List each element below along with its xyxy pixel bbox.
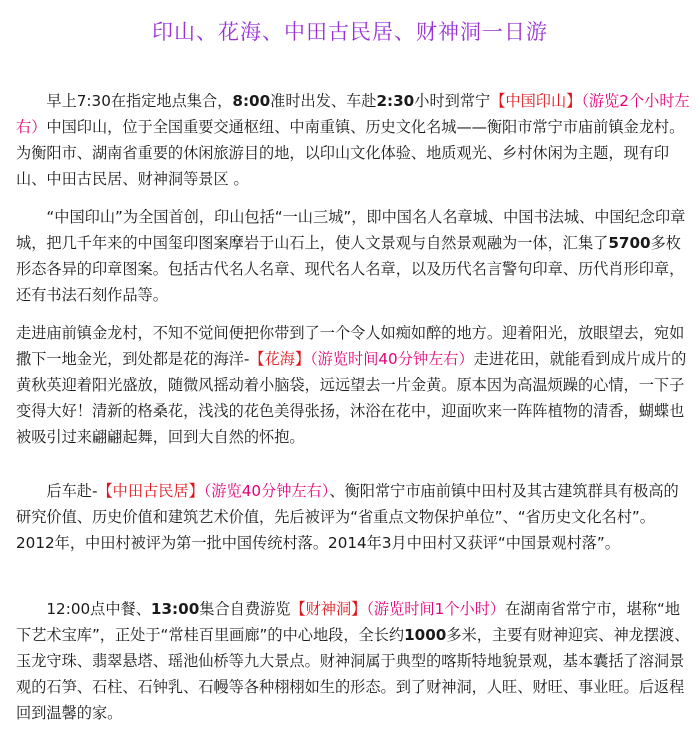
text: 中国印山，位于全国重要交通枢纽、中南重镇、历史文化名城——衡阳市常宁市庙前镇金龙村。为衡阳市、湖南省重要的休闲旅游目的地，以印山文化体验、地质观光、乡村休闲为主题，现有印山、中田古民居、财神洞等景区 。: [16, 118, 685, 188]
text: 小时到常宁: [414, 92, 491, 110]
page-title: 印山、花海、中田古民居、财神洞一日游: [152, 20, 548, 44]
text: 、衡阳常宁市庙前镇中田村及其古建筑群具有极高的研究价值、历史价值和建筑艺术价值，先后被评为“省重点文物保护单位”、“省历史文化名村”。2012年，中田村被评为第一批中国传统村落。2014年3月中田村又获评“中国景观村落”。: [16, 482, 679, 552]
paragraph-intro: [16, 88, 690, 192]
paragraph-zhongtian: [16, 478, 690, 556]
paragraph-yinshan: [16, 204, 690, 308]
text: 后车赴-: [46, 482, 98, 500]
visit-time: （游览时间1个小时）: [366, 600, 506, 618]
text: 走进花田，就能看到成片成片的黄秋英迎着阳光盛放，随微风摇动着小脑袋，远远望去一片金黄。原本因为高温烦躁的心情，一下子变得大好！清新的格桑花，浅浅的花色美得张扬，沐浴在花中，迎面吹来一阵阵植物的清香，蝴蝶也被吸引过来翩翩起舞，回到大自然的怀抱。: [16, 350, 687, 446]
visit-time: （游览40分钟左右）: [203, 482, 330, 500]
time-depart: 8:00: [232, 92, 271, 110]
text: 在湖南省常宁市，堪称“地下艺术宝库”，正处于“常桂百里画廊”的中心地段，全长约: [16, 600, 681, 644]
text: 多枚形态各异的印章图案。包括古代名人名章、现代名人名章，以及历代名言警句印章、历代肖形印章，还有书法石刻作品等。: [16, 234, 685, 304]
paragraph-flower-sea: [16, 320, 690, 450]
duration: 2:30: [376, 92, 415, 110]
text: 多米，主要有财神迎宾、神龙摆渡、玉龙守珠、翡翠悬塔、瑶池仙桥等九大景点。财神洞属于典型的喀斯特地貌景观，基本囊括了溶洞景观的石笋、石柱、石钟乳、石幔等各种栩栩如生的形态。到了财神洞，人旺、财旺、事业旺。后返程回到温馨的家。: [16, 626, 690, 722]
text: 准时出发、车赴: [270, 92, 377, 110]
text: 早上7:30在指定地点集合，: [46, 92, 233, 110]
spot-yinshan: 【中国印山】: [490, 92, 582, 110]
spot-huahai: 【花海】: [249, 350, 311, 368]
text: 12:00点中餐、: [46, 600, 151, 618]
time-gather: 13:00: [150, 600, 200, 618]
visit-time: （游览时间40分钟左右）: [310, 350, 474, 368]
visit-time: （游览2个小时左右）: [16, 92, 690, 136]
paragraph-caishen-cave: [16, 596, 690, 726]
spot-zhongtian: 【中田古民居】: [97, 482, 204, 500]
text: “中国印山”为全国首创，印山包括“一山三城”，即中国名人名章城、中国书法城、中国纪念印章城，把几千年来的中国玺印图案摩岩于山石上，使人文景观与自然景观融为一体，汇集了: [16, 208, 686, 252]
text: 走进庙前镇金龙村，不知不觉间便把你带到了一个令人如痴如醉的地方。迎着阳光，放眼望去，宛如撒下一地金光，到处都是花的海洋-: [16, 324, 685, 368]
seal-count: 5700: [608, 234, 651, 252]
cave-length: 1000: [404, 626, 447, 644]
spot-caishendong: 【财神洞】: [290, 600, 367, 618]
text: 集合自费游览: [199, 600, 291, 618]
